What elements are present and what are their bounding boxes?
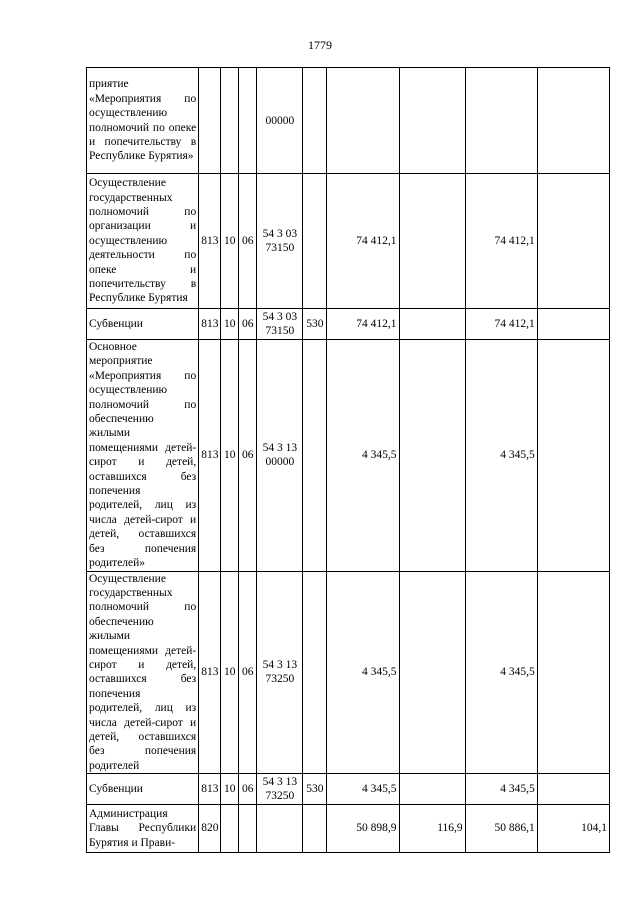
- target-article-code: [257, 571, 303, 774]
- amount-col-a: [399, 68, 465, 174]
- section-code: 10: [221, 309, 239, 340]
- target-article-code: [257, 68, 303, 174]
- row-name: приятие «Мероприятия по осуществлению полномочий по опеке и попечительству в Республике Бурятия»: [87, 68, 199, 174]
- expense-type-code: 530: [303, 774, 327, 805]
- subsection-code: 06: [239, 340, 257, 572]
- amount-col-b: 74 412,1: [465, 174, 537, 309]
- target-article-code: [257, 805, 303, 853]
- target-article-code: [257, 774, 303, 805]
- row-name: Осуществление государственных полномочий по организации и осуществлению деятельности по опеке и попечительству в Республике Бурятия: [87, 174, 199, 309]
- amount-total: 4 345,5: [327, 340, 399, 572]
- subsection-code: [239, 68, 257, 174]
- ministry-code: 813: [199, 774, 221, 805]
- amount-col-c: [537, 340, 609, 572]
- amount-col-b: 4 345,5: [465, 774, 537, 805]
- amount-col-a: [399, 774, 465, 805]
- target-article-code: [257, 309, 303, 340]
- amount-col-c: [537, 68, 609, 174]
- expense-type-code: [303, 571, 327, 774]
- table-row: [87, 68, 610, 174]
- table-row: [87, 174, 610, 309]
- section-code: 10: [221, 571, 239, 774]
- amount-col-a: [399, 309, 465, 340]
- amount-total: 74 412,1: [327, 174, 399, 309]
- row-name: Осуществление государственных полномочий по обеспечению жилыми помещениями детей-сирот и детей, оставшихся без попечения родителей, лиц из числа детей-сирот и детей, оставшихся без попечения родителей: [87, 571, 199, 774]
- ministry-code: 813: [199, 340, 221, 572]
- row-name: Субвенции: [87, 309, 199, 340]
- subsection-code: [239, 805, 257, 853]
- table-row: [87, 805, 610, 853]
- expense-type-code: [303, 68, 327, 174]
- target-code-line1: 54 3 03: [262, 228, 298, 240]
- target-code-line1: 00000: [265, 114, 295, 127]
- budget-table: [86, 67, 610, 853]
- section-code: 10: [221, 340, 239, 572]
- ministry-code: 813: [199, 571, 221, 774]
- subsection-code: 06: [239, 774, 257, 805]
- amount-col-b: 74 412,1: [465, 309, 537, 340]
- subsection-code: 06: [239, 174, 257, 309]
- target-code-line1: 54 3 13: [262, 442, 298, 455]
- row-name: Администрация Главы Республики Бурятия и Прави-: [87, 805, 199, 853]
- target-code-line1: 54 3 13: [262, 659, 298, 672]
- section-code: [221, 68, 239, 174]
- ministry-code: [199, 68, 221, 174]
- target-article-code: [257, 340, 303, 572]
- section-code: 10: [221, 174, 239, 309]
- table-row: [87, 774, 610, 805]
- amount-col-b: 4 345,5: [465, 571, 537, 774]
- ministry-code: 813: [199, 309, 221, 340]
- amount-col-c: [537, 309, 609, 340]
- amount-col-b: 4 345,5: [465, 340, 537, 572]
- table-row: [87, 571, 610, 774]
- expense-type-code: [303, 805, 327, 853]
- section-code: 10: [221, 774, 239, 805]
- page-number: 1779: [308, 38, 332, 52]
- amount-col-a: [399, 340, 465, 572]
- target-code-line2: 73150: [265, 242, 295, 254]
- expense-type-code: 530: [303, 309, 327, 340]
- ministry-code: 813: [199, 174, 221, 309]
- section-code: [221, 805, 239, 853]
- amount-col-b: 50 886,1: [465, 805, 537, 853]
- target-article-code: [257, 174, 303, 309]
- subsection-code: 06: [239, 309, 257, 340]
- amount-total: 4 345,5: [327, 774, 399, 805]
- target-code-line2: 00000: [265, 456, 295, 469]
- amount-total: 4 345,5: [327, 571, 399, 774]
- table-row: [87, 309, 610, 340]
- expense-type-code: [303, 174, 327, 309]
- target-code-line1: 54 3 03: [262, 311, 298, 323]
- amount-col-a: [399, 174, 465, 309]
- expense-type-code: [303, 340, 327, 572]
- target-code-line2: 73250: [265, 790, 295, 803]
- amount-col-a: 116,9: [399, 805, 465, 853]
- subsection-code: 06: [239, 571, 257, 774]
- amount-col-c: [537, 571, 609, 774]
- amount-col-b: [465, 68, 537, 174]
- amount-col-c: [537, 774, 609, 805]
- amount-col-a: [399, 571, 465, 774]
- row-name: Субвенции: [87, 774, 199, 805]
- row-name: Основное мероприятие «Мероприятия по осуществлению полномочий по обеспечению жилыми помещениями детей-сирот и детей, оставшихся без попечения родителей, лиц из числа детей-сирот и детей, оставшихся без попечения родителей»: [87, 340, 199, 572]
- amount-col-c: 104,1: [537, 805, 609, 853]
- ministry-code: 820: [199, 805, 221, 853]
- table-row: [87, 340, 610, 572]
- amount-col-c: [537, 174, 609, 309]
- target-code-line2: 73150: [265, 325, 295, 337]
- target-code-line2: 73250: [265, 673, 295, 686]
- amount-total: 74 412,1: [327, 309, 399, 340]
- amount-total: 50 898,9: [327, 805, 399, 853]
- amount-total: [327, 68, 399, 174]
- target-code-line1: 54 3 13: [262, 776, 298, 789]
